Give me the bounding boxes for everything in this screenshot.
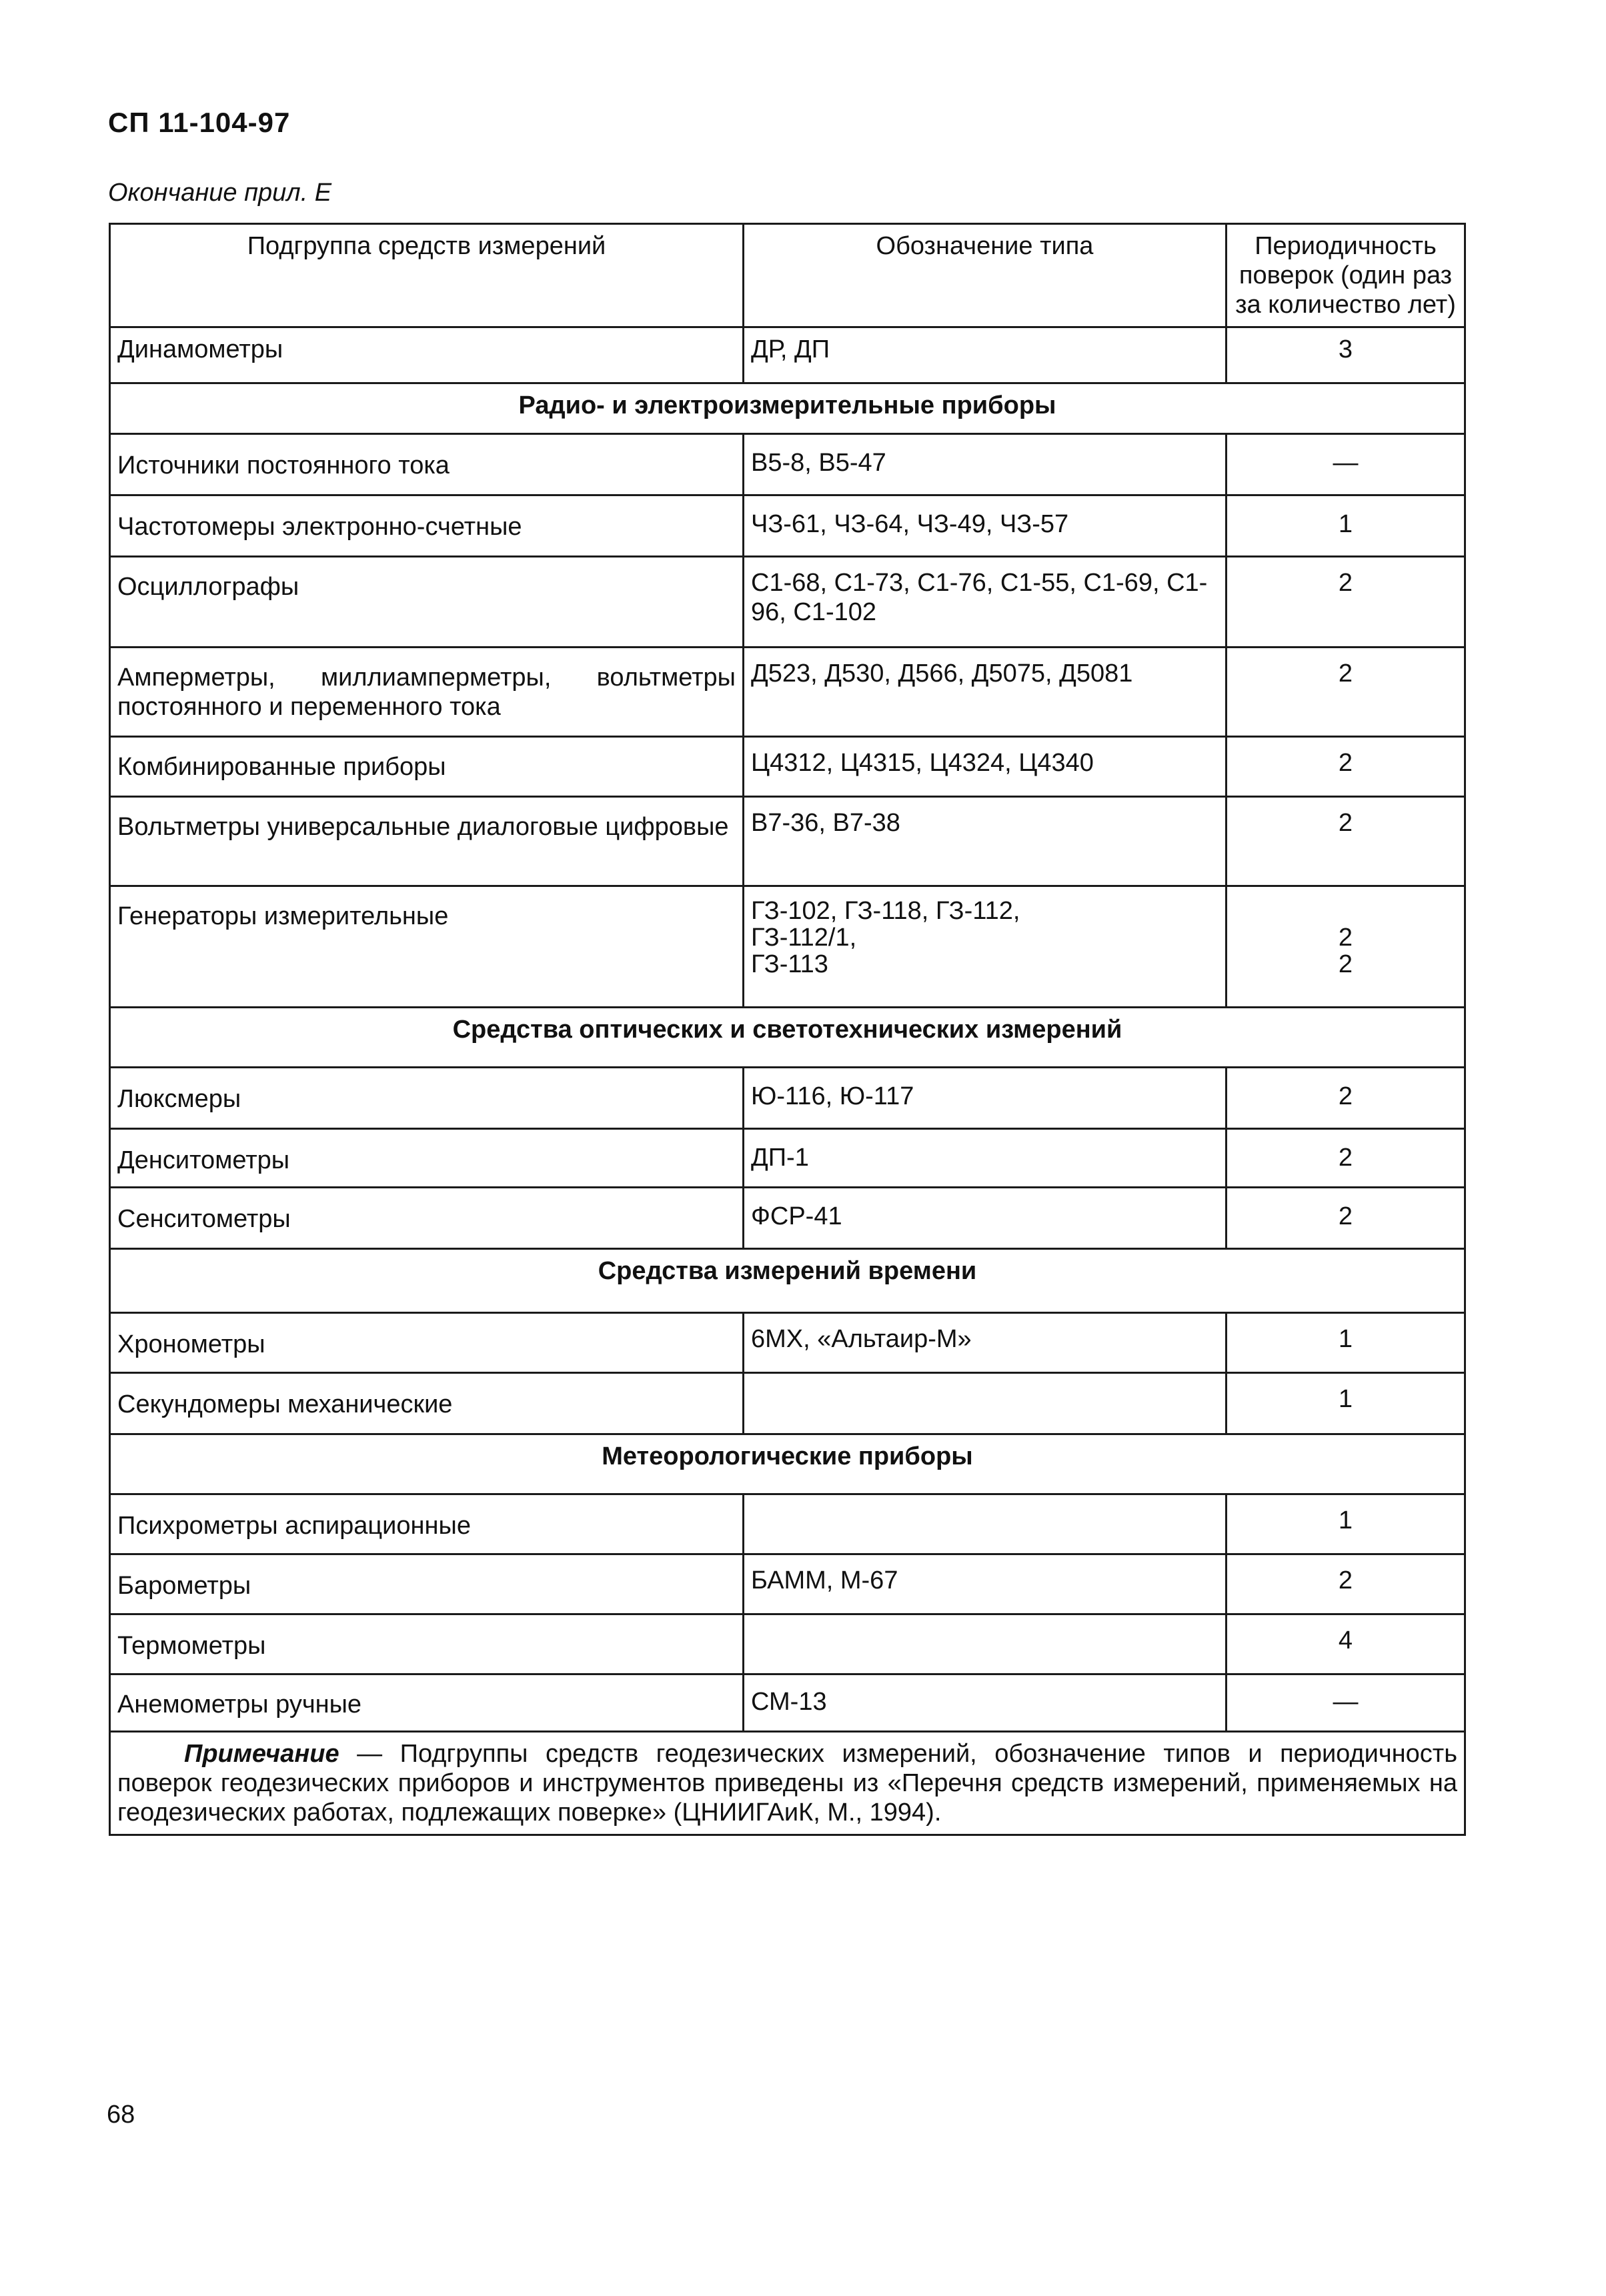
type-cell: В5-8, В5-47: [744, 434, 1227, 495]
period-line: 2: [1338, 950, 1353, 978]
table-row: [110, 1554, 1465, 1614]
type-cell: В7-36, В7-38: [744, 797, 1227, 886]
type-cell: БАММ, М-67: [744, 1554, 1227, 1614]
subgroup-cell: Сенситометры: [110, 1188, 744, 1249]
page-number: 68: [107, 2101, 135, 2129]
column-header-subgroup: Подгруппа средств измерений: [110, 224, 744, 327]
subgroup-cell: Психрометры аспирационные: [110, 1494, 744, 1554]
subgroup-cell: Частотомеры электронно-счетные: [110, 495, 744, 557]
type-cell: ДР, ДП: [744, 327, 1227, 383]
section-row: [110, 1434, 1465, 1494]
table-header-row: [110, 224, 1465, 327]
type-cell: [744, 1494, 1227, 1554]
type-cell: [744, 1373, 1227, 1434]
period-cell: —: [1227, 434, 1465, 495]
period-cell: [1227, 886, 1465, 1008]
subgroup-cell: Люксмеры: [110, 1068, 744, 1129]
section-title: Радио- и электроизмерительные приборы: [110, 383, 1465, 434]
subgroup-cell: Комбинированные приборы: [110, 737, 744, 797]
table-row: [110, 1614, 1465, 1674]
type-line: ГЗ-113: [751, 950, 828, 978]
appendix-continuation-label: Окончание прил. Е: [108, 179, 332, 207]
period-cell: 1: [1227, 1373, 1465, 1434]
table-row: [110, 1494, 1465, 1554]
subgroup-cell: Амперметры, миллиамперметры, вольтметры постоянного и переменного тока: [110, 648, 744, 737]
period-line: 2: [1338, 924, 1353, 952]
period-cell: 2: [1227, 737, 1465, 797]
subgroup-cell: Генераторы измерительные: [110, 886, 744, 1008]
type-cell: С1-68, С1-73, С1-76, С1-55, С1-69, С1-96, С1-102: [744, 557, 1227, 648]
subgroup-cell: Хронометры: [110, 1313, 744, 1373]
type-cell: Ю-116, Ю-117: [744, 1068, 1227, 1129]
period-cell: 3: [1227, 327, 1465, 383]
subgroup-cell: Денситометры: [110, 1129, 744, 1188]
instruments-table: [109, 223, 1466, 1836]
type-cell: СМ-13: [744, 1674, 1227, 1732]
table-note: [110, 1732, 1465, 1835]
section-title: Средства измерений времени: [110, 1249, 1465, 1313]
period-cell: 2: [1227, 1188, 1465, 1249]
section-row: [110, 383, 1465, 434]
period-cell: 2: [1227, 1129, 1465, 1188]
type-cell: [744, 886, 1227, 1008]
subgroup-cell: Динамометры: [110, 327, 744, 383]
subgroup-cell: Вольтметры универсальные диалоговые цифровые: [110, 797, 744, 886]
table-row: [110, 1313, 1465, 1373]
section-title: Средства оптических и светотехнических измерений: [110, 1008, 1465, 1068]
table-row: [110, 1674, 1465, 1732]
type-cell: [744, 1614, 1227, 1674]
section-row: [110, 1249, 1465, 1313]
column-header-type: Обозначение типа: [744, 224, 1227, 327]
note-row: [110, 1732, 1465, 1835]
table-row: [110, 327, 1465, 383]
period-cell: 2: [1227, 1068, 1465, 1129]
subgroup-cell: Анемометры ручные: [110, 1674, 744, 1732]
period-cell: 2: [1227, 1554, 1465, 1614]
type-cell: 6МХ, «Альтаир-М»: [744, 1313, 1227, 1373]
table-row: [110, 1373, 1465, 1434]
period-cell: 1: [1227, 1494, 1465, 1554]
document-code: СП 11-104-97: [108, 107, 291, 138]
section-row: [110, 1008, 1465, 1068]
period-cell: 1: [1227, 1313, 1465, 1373]
type-line: ГЗ-102, ГЗ-118, ГЗ-112,: [751, 897, 1020, 925]
type-cell: Ц4312, Ц4315, Ц4324, Ц4340: [744, 737, 1227, 797]
period-cell: 1: [1227, 495, 1465, 557]
table-row: [110, 886, 1465, 1008]
period-line: [1234, 898, 1457, 924]
subgroup-cell: Термометры: [110, 1614, 744, 1674]
table-row: [110, 797, 1465, 886]
period-cell: 2: [1227, 797, 1465, 886]
period-cell: —: [1227, 1674, 1465, 1732]
type-cell: Д523, Д530, Д566, Д5075, Д5081: [744, 648, 1227, 737]
column-header-period: Периодичность поверок (один раз за количество лет): [1227, 224, 1465, 327]
subgroup-cell: Барометры: [110, 1554, 744, 1614]
period-cell: 2: [1227, 648, 1465, 737]
period-cell: 2: [1227, 557, 1465, 648]
note-text: — Подгруппы средств геодезических измерений, обозначение типов и периодичность поверок геодезических приборов и инструментов приведены из «Перечня средств измерений, применяемых на геодезических работах, подлежащих поверке» (ЦНИИГАиК, М., 1994).: [117, 1740, 1457, 1827]
note-label: Примечание: [184, 1740, 339, 1768]
table-row: [110, 737, 1465, 797]
table-row: [110, 1068, 1465, 1129]
subgroup-cell: Секундомеры механические: [110, 1373, 744, 1434]
table-row: [110, 557, 1465, 648]
period-cell: 4: [1227, 1614, 1465, 1674]
subgroup-cell: Осциллографы: [110, 557, 744, 648]
table-row: [110, 1188, 1465, 1249]
type-cell: ФСР-41: [744, 1188, 1227, 1249]
type-line: ГЗ-112/1,: [751, 924, 857, 952]
subgroup-cell: Источники постоянного тока: [110, 434, 744, 495]
table-row: [110, 495, 1465, 557]
table-row: [110, 434, 1465, 495]
type-cell: ЧЗ-61, ЧЗ-64, ЧЗ-49, ЧЗ-57: [744, 495, 1227, 557]
table-row: [110, 1129, 1465, 1188]
type-cell: ДП-1: [744, 1129, 1227, 1188]
section-title: Метеорологические приборы: [110, 1434, 1465, 1494]
table-row: [110, 648, 1465, 737]
